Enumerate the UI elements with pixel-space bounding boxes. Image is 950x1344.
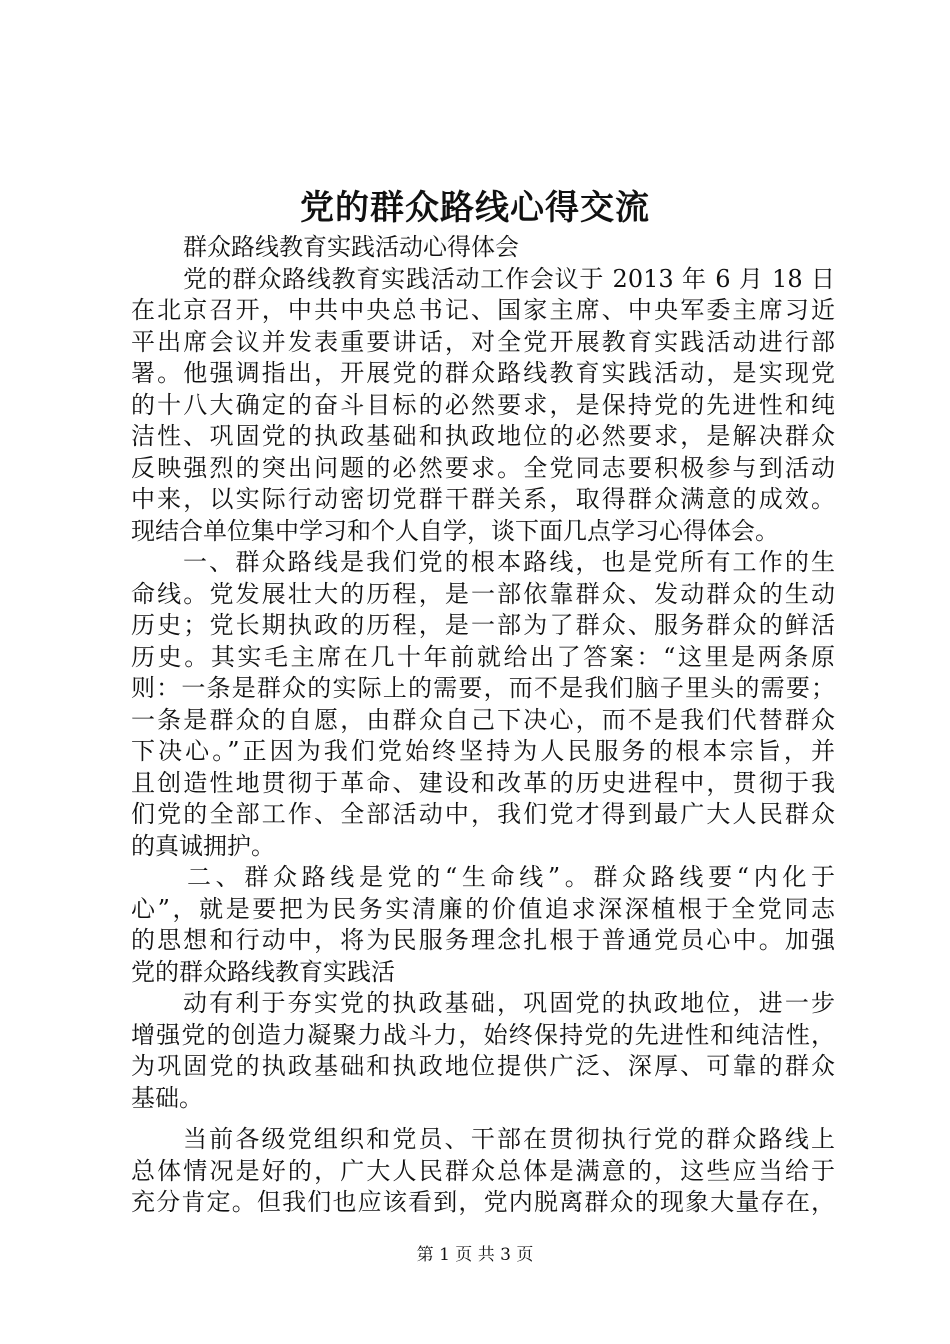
text-line: 充分肯定。但我们也应该看到，党内脱离群众的现象大量存在， <box>131 1188 835 1216</box>
text-line: 动有利于夯实党的执政基础，巩固党的执政地位，进一步 <box>183 989 835 1017</box>
text-line: 反映强烈的突出问题的必然要求。全党同志要积极参与到活动 <box>131 453 835 482</box>
text-line: 则：一条是群众的实际上的需要，而不是我们脑子里头的需要； <box>131 674 835 702</box>
text-line: 二、群众路线是党的“生命线”。群众路线要“内化于 <box>187 863 835 891</box>
page-footer: 第 1 页 共 3 页 <box>416 1245 534 1265</box>
text-line: 现结合单位集中学习和个人自学，谈下面几点学习心得体会。 <box>131 516 779 545</box>
text-line: 历史。其实毛主席在几十年前就给出了答案：“这里是两条原 <box>131 642 835 671</box>
text-line: 心”，就是要把为民务实清廉的价值追求深深植根于全党同志 <box>131 894 835 923</box>
text-line: 一、群众路线是我们党的根本路线，也是党所有工作的生 <box>183 548 835 576</box>
text-line: 们党的全部工作、全部活动中，我们党才得到最广大人民群众 <box>131 800 835 828</box>
text-line: 为巩固党的执政基础和执政地位提供广泛、深厚、可靠的群众 <box>131 1052 835 1080</box>
text-line: 命线。党发展壮大的历程，是一部依靠群众、发动群众的生动 <box>131 579 835 608</box>
document-title: 党的群众路线心得交流 <box>300 188 650 228</box>
text-line: 基础。 <box>131 1083 203 1112</box>
text-line: 的思想和行动中，将为民服务理念扎根于普通党员心中。加强 <box>131 926 835 954</box>
text-line: 增强党的创造力凝聚力战斗力，始终保持党的先进性和纯洁性， <box>131 1020 835 1049</box>
text-line: 且创造性地贯彻于革命、建设和改革的历史进程中，贯彻于我 <box>131 768 835 797</box>
paragraph-gap <box>131 1114 835 1124</box>
text-line: 当前各级党组织和党员、干部在贯彻执行党的群众路线上 <box>183 1125 835 1153</box>
text-line: 下决心。”正因为我们党始终坚持为人民服务的根本宗旨，并 <box>131 737 835 765</box>
text-line: 平出席会议并发表重要讲话，对全党开展教育实践活动进行部 <box>131 327 835 356</box>
text-line: 的十八大确定的奋斗目标的必然要求，是保持党的先进性和纯 <box>131 390 835 419</box>
text-line: 署。他强调指出，开展党的群众路线教育实践活动，是实现党 <box>131 359 835 387</box>
text-line: 总体情况是好的，广大人民群众总体是满意的，这些应当给于 <box>131 1156 835 1185</box>
text-line: 党的群众路线教育实践活 <box>131 957 395 986</box>
document-body <box>131 232 835 1219</box>
text-line: 中来，以实际行动密切党群干群关系，取得群众满意的成效。 <box>131 485 835 513</box>
text-line: 一条是群众的自愿，由群众自己下决心，而不是我们代替群众 <box>131 705 835 734</box>
text-line: 在北京召开，中共中央总书记、国家主席、中央军委主席习近 <box>131 296 835 324</box>
text-line: 洁性、巩固党的执政基础和执政地位的必然要求，是解决群众 <box>131 422 835 450</box>
text-line: 的真诚拥护。 <box>131 831 275 860</box>
text-line: 历史；党长期执政的历程，是一部为了群众、服务群众的鲜活 <box>131 611 835 639</box>
text-line: 党的群众路线教育实践活动工作会议于 2013 年 6 月 18 日 <box>183 264 835 293</box>
text-line: 群众路线教育实践活动心得体会 <box>183 233 519 261</box>
